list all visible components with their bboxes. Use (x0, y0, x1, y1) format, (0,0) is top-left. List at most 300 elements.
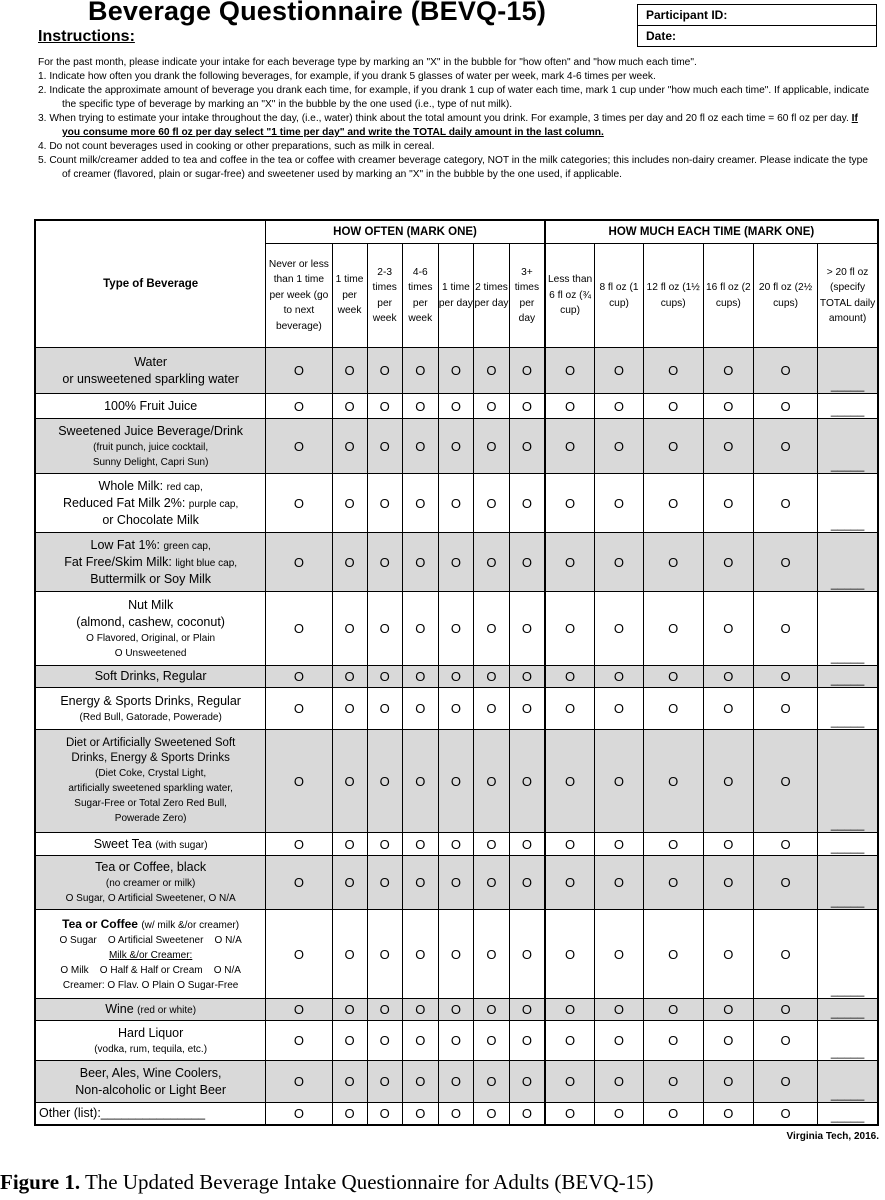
response-bubble[interactable]: O (753, 348, 817, 394)
response-bubble[interactable]: O (473, 1103, 509, 1125)
response-bubble[interactable]: O (332, 592, 367, 666)
response-bubble[interactable]: O (438, 1061, 473, 1103)
often-col-2-day: 2 times per day (473, 244, 509, 348)
response-bubble[interactable]: O (545, 999, 595, 1021)
response-bubble[interactable]: O (367, 592, 402, 666)
response-bubble[interactable]: O (510, 1103, 545, 1125)
instruction-3 (38, 112, 878, 140)
response-bubble[interactable]: O (703, 533, 753, 592)
response-bubble[interactable]: O (402, 1061, 438, 1103)
much-col-6oz: Less than 6 fl oz (¾ cup) (545, 244, 595, 348)
label-detail: purple cap, (188, 498, 239, 510)
label-main: Reduced Fat Milk 2%: (63, 495, 186, 510)
response-bubble[interactable]: O (367, 348, 402, 394)
response-bubble[interactable]: O (643, 666, 703, 688)
response-bubble[interactable]: O (438, 910, 473, 999)
response-bubble[interactable]: O (643, 910, 703, 999)
response-bubble[interactable]: O (367, 474, 402, 533)
response-bubble[interactable]: O (473, 533, 509, 592)
response-bubble[interactable]: O (753, 533, 817, 592)
response-bubble[interactable]: O (703, 592, 753, 666)
total-amount-blank[interactable]: _____ (818, 910, 878, 999)
response-bubble[interactable]: O (438, 688, 473, 730)
response-bubble[interactable]: O (703, 856, 753, 910)
page-title: Beverage Questionnaire (BEVQ-15) (88, 0, 547, 26)
response-bubble[interactable]: O (703, 394, 753, 419)
response-bubble[interactable]: O (753, 999, 817, 1021)
response-bubble[interactable]: O (402, 348, 438, 394)
response-bubble[interactable]: O (367, 1021, 402, 1061)
total-amount-blank[interactable]: _____ (818, 1021, 878, 1061)
caption-label: Figure 1. (0, 1170, 81, 1194)
response-bubble[interactable]: O (332, 533, 367, 592)
response-bubble[interactable]: O (545, 474, 595, 533)
response-bubble[interactable]: O (753, 592, 817, 666)
response-bubble[interactable]: O (703, 910, 753, 999)
response-bubble[interactable]: O (753, 730, 817, 833)
response-bubble[interactable]: O (703, 1103, 753, 1125)
label-main: or Chocolate Milk (102, 512, 199, 527)
label-sub: or unsweetened sparkling water (62, 371, 239, 386)
response-bubble[interactable]: O (595, 1103, 643, 1125)
instruction-3-text: 3. When trying to estimate your intake throughout the day, (i.e., water) think about the total amount you drink. For example, 3 times per day and 20 fl oz each time = 60 fl oz per day. (38, 113, 849, 124)
response-bubble[interactable]: O (332, 856, 367, 910)
response-bubble[interactable]: O (402, 856, 438, 910)
response-bubble[interactable]: O (753, 1061, 817, 1103)
response-bubble[interactable]: O (266, 348, 332, 394)
response-bubble[interactable]: O (438, 856, 473, 910)
response-bubble[interactable]: O (510, 910, 545, 999)
row-label (35, 419, 266, 474)
response-bubble[interactable]: O (510, 592, 545, 666)
response-bubble[interactable]: O (367, 833, 402, 856)
often-col-1-week: 1 time per week (332, 244, 367, 348)
response-bubble[interactable]: O (367, 419, 402, 474)
response-bubble[interactable]: O (643, 348, 703, 394)
row-label (35, 394, 266, 419)
response-bubble[interactable]: O (266, 666, 332, 688)
response-bubble[interactable]: O (332, 833, 367, 856)
row-label (35, 592, 266, 666)
response-bubble[interactable]: O (595, 1061, 643, 1103)
how-much-header: HOW MUCH EACH TIME (MARK ONE) (545, 220, 878, 244)
response-bubble[interactable]: O (510, 474, 545, 533)
response-bubble[interactable]: O (703, 666, 753, 688)
response-bubble[interactable]: O (367, 1103, 402, 1125)
tea-black-sweetener-options[interactable]: O Sugar, O Artificial Sweetener, O N/A (65, 893, 236, 904)
response-bubble[interactable]: O (332, 688, 367, 730)
response-bubble[interactable]: O (703, 1021, 753, 1061)
nut-milk-flavored-option[interactable]: O Flavored, Original, or Plain (86, 632, 216, 644)
total-amount-blank[interactable]: _____ (818, 688, 878, 730)
response-bubble[interactable]: O (402, 592, 438, 666)
response-bubble[interactable]: O (438, 999, 473, 1021)
total-amount-blank[interactable]: _____ (818, 1061, 878, 1103)
response-bubble[interactable]: O (266, 533, 332, 592)
label-detail: Powerade Zero) (114, 813, 187, 824)
response-bubble[interactable]: O (595, 348, 643, 394)
other-list-field[interactable] (35, 1103, 266, 1125)
response-bubble[interactable]: O (438, 833, 473, 856)
response-bubble[interactable]: O (332, 1061, 367, 1103)
total-amount-blank[interactable]: _____ (818, 419, 878, 474)
response-bubble[interactable]: O (438, 1103, 473, 1125)
response-bubble[interactable]: O (595, 856, 643, 910)
response-bubble[interactable]: O (473, 833, 509, 856)
label-detail: red cap, (166, 481, 203, 493)
response-bubble[interactable]: O (438, 1021, 473, 1061)
tea-milk-type-options[interactable]: O Milk O Half & Half or Cream O N/A (60, 964, 241, 976)
label-main: Soft Drinks, Regular (94, 669, 207, 683)
response-bubble[interactable]: O (753, 833, 817, 856)
row-nut-milk (35, 592, 878, 666)
response-bubble[interactable]: O (643, 999, 703, 1021)
row-label (35, 833, 266, 856)
response-bubble[interactable]: O (643, 1061, 703, 1103)
label-detail: Sugar-Free or Total Zero Red Bull, (74, 798, 227, 809)
response-bubble[interactable]: O (545, 394, 595, 419)
response-bubble[interactable]: O (643, 394, 703, 419)
response-bubble[interactable]: O (595, 910, 643, 999)
response-bubble[interactable]: O (402, 533, 438, 592)
response-bubble[interactable]: O (510, 833, 545, 856)
label-main: Tea or Coffee (62, 916, 138, 931)
label-main: Wine (105, 1002, 134, 1016)
response-bubble[interactable]: O (643, 1021, 703, 1061)
date-field[interactable]: Date: (638, 26, 877, 47)
response-bubble[interactable]: O (753, 394, 817, 419)
response-bubble[interactable]: O (643, 474, 703, 533)
response-bubble[interactable]: O (510, 1021, 545, 1061)
response-bubble[interactable]: O (367, 999, 402, 1021)
response-bubble[interactable]: O (643, 533, 703, 592)
row-water (35, 348, 878, 394)
often-col-never: Never or less than 1 time per week (go to next beverage) (266, 244, 332, 348)
response-bubble[interactable]: O (473, 1061, 509, 1103)
response-bubble[interactable]: O (438, 730, 473, 833)
response-bubble[interactable]: O (332, 474, 367, 533)
response-bubble[interactable]: O (703, 833, 753, 856)
response-bubble[interactable]: O (266, 999, 332, 1021)
response-bubble[interactable]: O (753, 666, 817, 688)
response-bubble[interactable]: O (545, 348, 595, 394)
response-bubble[interactable]: O (595, 688, 643, 730)
response-bubble[interactable]: O (332, 348, 367, 394)
response-bubble[interactable]: O (643, 730, 703, 833)
label-detail: light blue cap, (175, 557, 238, 569)
response-bubble[interactable]: O (703, 348, 753, 394)
response-bubble[interactable]: O (266, 730, 332, 833)
response-bubble[interactable]: O (703, 730, 753, 833)
credit: Virginia Tech, 2016. (786, 1131, 879, 1142)
response-bubble[interactable]: O (595, 833, 643, 856)
much-col-16oz: 16 fl oz (2 cups) (703, 244, 753, 348)
response-bubble[interactable]: O (595, 419, 643, 474)
much-col-20oz: 20 fl oz (2½ cups) (753, 244, 817, 348)
response-bubble[interactable]: O (473, 666, 509, 688)
label-main: Beer, Ales, Wine Coolers, (79, 1065, 222, 1080)
response-bubble[interactable]: O (473, 1021, 509, 1061)
response-bubble[interactable]: O (402, 1021, 438, 1061)
row-label (35, 474, 266, 533)
response-bubble[interactable]: O (545, 910, 595, 999)
how-often-header: HOW OFTEN (MARK ONE) (266, 220, 545, 244)
response-bubble[interactable]: O (266, 910, 332, 999)
response-bubble[interactable]: O (402, 394, 438, 419)
response-bubble[interactable]: O (402, 688, 438, 730)
label-detail: artificially sweetened sparkling water, (68, 783, 233, 794)
response-bubble[interactable]: O (753, 474, 817, 533)
response-bubble[interactable]: O (367, 910, 402, 999)
response-bubble[interactable]: O (643, 419, 703, 474)
response-bubble[interactable]: O (703, 1061, 753, 1103)
response-bubble[interactable]: O (753, 1103, 817, 1125)
response-bubble[interactable]: O (510, 730, 545, 833)
label-main: Whole Milk: (98, 478, 164, 493)
response-bubble[interactable]: O (332, 666, 367, 688)
label-main: Other (list):_______________ (39, 1105, 206, 1120)
response-bubble[interactable]: O (595, 474, 643, 533)
response-bubble[interactable]: O (595, 999, 643, 1021)
response-bubble[interactable]: O (473, 730, 509, 833)
label-detail: (Diet Coke, Crystal Light, (95, 768, 207, 779)
response-bubble[interactable]: O (703, 999, 753, 1021)
row-beer (35, 1061, 878, 1103)
response-bubble[interactable]: O (595, 592, 643, 666)
response-bubble[interactable]: O (643, 592, 703, 666)
response-bubble[interactable]: O (438, 348, 473, 394)
response-bubble[interactable]: O (595, 394, 643, 419)
response-bubble[interactable]: O (510, 666, 545, 688)
response-bubble[interactable]: O (473, 474, 509, 533)
label-detail: (with sugar) (155, 839, 208, 851)
response-bubble[interactable]: O (510, 688, 545, 730)
label-main: (almond, cashew, coconut) (76, 614, 225, 629)
response-bubble[interactable]: O (367, 856, 402, 910)
response-bubble[interactable]: O (643, 1103, 703, 1125)
total-amount-blank[interactable]: _____ (818, 856, 878, 910)
response-bubble[interactable]: O (643, 688, 703, 730)
label-main: Sweet Tea (93, 836, 152, 851)
label-main: Water (134, 354, 168, 369)
response-bubble[interactable]: O (510, 533, 545, 592)
label-main: Buttermilk or Soy Milk (90, 571, 212, 586)
label-main: Fat Free/Skim Milk: (64, 554, 172, 569)
total-amount-blank[interactable]: _____ (818, 666, 878, 688)
instruction-intro: For the past month, please indicate your intake for each beverage type by marking an "X" in the bubble for "how often" and "how much each time". (38, 57, 697, 68)
response-bubble[interactable]: O (643, 833, 703, 856)
response-bubble[interactable]: O (595, 1021, 643, 1061)
response-bubble[interactable]: O (332, 1103, 367, 1125)
response-bubble[interactable]: O (266, 592, 332, 666)
total-amount-blank[interactable]: _____ (818, 348, 878, 394)
response-bubble[interactable]: O (438, 592, 473, 666)
response-bubble[interactable]: O (402, 910, 438, 999)
response-bubble[interactable]: O (545, 1103, 595, 1125)
much-col-over-20oz: > 20 fl oz (specify TOTAL daily amount) (818, 244, 878, 348)
response-bubble[interactable]: O (545, 730, 595, 833)
response-bubble[interactable]: O (545, 419, 595, 474)
total-amount-blank[interactable]: _____ (818, 533, 878, 592)
row-label (35, 1021, 266, 1061)
response-bubble[interactable]: O (402, 1103, 438, 1125)
total-amount-blank[interactable]: _____ (818, 474, 878, 533)
instructions (38, 56, 878, 182)
response-bubble[interactable]: O (545, 666, 595, 688)
response-bubble[interactable]: O (266, 394, 332, 419)
response-bubble[interactable]: O (473, 999, 509, 1021)
instruction-5: 5. Count milk/creamer added to tea and coffee in the tea or coffee with creamer beverage category, NOT in the milk categories; this includes non-dairy creamer. Please indicate the type of creamer (flavored, plain or sugar-free) and sweetener used by marking an "X" in the bubble by the one used, if applicable. (38, 155, 868, 180)
response-bubble[interactable]: O (510, 1061, 545, 1103)
response-bubble[interactable]: O (703, 419, 753, 474)
often-col-3-day: 3+ times per day (510, 244, 545, 348)
response-bubble[interactable]: O (595, 666, 643, 688)
row-label (35, 348, 266, 394)
response-bubble[interactable]: O (473, 592, 509, 666)
response-bubble[interactable]: O (266, 856, 332, 910)
response-bubble[interactable]: O (332, 999, 367, 1021)
label-detail: (vodka, rum, tequila, etc.) (94, 1043, 208, 1055)
response-bubble[interactable]: O (753, 419, 817, 474)
response-bubble[interactable]: O (703, 688, 753, 730)
response-bubble[interactable]: O (266, 1103, 332, 1125)
label-detail: green cap, (163, 540, 211, 552)
label-detail: (no creamer or milk) (105, 878, 196, 889)
row-wine (35, 999, 878, 1021)
response-bubble[interactable]: O (332, 1021, 367, 1061)
response-bubble[interactable]: O (402, 999, 438, 1021)
row-diet-drinks (35, 730, 878, 833)
response-bubble[interactable]: O (753, 688, 817, 730)
response-bubble[interactable]: O (545, 688, 595, 730)
caption-text: The Updated Beverage Intake Questionnaire for Adults (BEVQ-15) (80, 1170, 654, 1194)
instruction-2: 2. Indicate the approximate amount of beverage you drank each time, for example, if you drank 1 cup of water each time, mark 1 cup under "how much each time". If applicable, indicate the specific type of beverage by marking an "X" in the bubble by the one used (i.e., type of nut milk). (38, 85, 870, 110)
total-amount-blank[interactable]: _____ (818, 1103, 878, 1125)
row-label (35, 910, 266, 999)
response-bubble[interactable]: O (473, 419, 509, 474)
response-bubble[interactable]: O (510, 999, 545, 1021)
response-bubble[interactable]: O (367, 394, 402, 419)
response-bubble[interactable]: O (595, 730, 643, 833)
response-bubble[interactable]: O (438, 394, 473, 419)
response-bubble[interactable]: O (332, 730, 367, 833)
total-amount-blank[interactable]: _____ (818, 394, 878, 419)
response-bubble[interactable]: O (473, 394, 509, 419)
total-amount-blank[interactable]: _____ (818, 833, 878, 856)
response-bubble[interactable]: O (545, 856, 595, 910)
label-main: 100% Fruit Juice (104, 398, 198, 413)
response-bubble[interactable]: O (367, 730, 402, 833)
response-bubble[interactable]: O (510, 348, 545, 394)
row-label (35, 666, 266, 688)
row-sweetened-juice (35, 419, 878, 474)
response-bubble[interactable]: O (473, 688, 509, 730)
instruction-4: 4. Do not count beverages used in cooking or other preparations, such as milk in cereal. (38, 141, 435, 152)
often-col-1-day: 1 time per day (438, 244, 473, 348)
response-bubble[interactable]: O (402, 419, 438, 474)
response-bubble[interactable]: O (402, 666, 438, 688)
response-bubble[interactable]: O (545, 1021, 595, 1061)
label-detail: Milk &/or Creamer: (108, 949, 193, 961)
response-bubble[interactable]: O (266, 1021, 332, 1061)
response-bubble[interactable]: O (753, 856, 817, 910)
total-amount-blank[interactable]: _____ (818, 592, 878, 666)
response-bubble[interactable]: O (332, 910, 367, 999)
response-bubble[interactable]: O (545, 833, 595, 856)
participant-id-field[interactable]: Participant ID: (638, 5, 877, 26)
total-amount-blank[interactable]: _____ (818, 730, 878, 833)
response-bubble[interactable]: O (402, 730, 438, 833)
response-bubble[interactable]: O (367, 688, 402, 730)
response-bubble[interactable]: O (545, 533, 595, 592)
response-bubble[interactable]: O (438, 666, 473, 688)
response-bubble[interactable]: O (367, 533, 402, 592)
label-main: Energy & Sports Drinks, Regular (60, 693, 241, 708)
response-bubble[interactable]: O (438, 419, 473, 474)
label-main: Tea or Coffee, black (95, 860, 207, 874)
response-bubble[interactable]: O (266, 474, 332, 533)
id-box (637, 4, 877, 47)
response-bubble[interactable]: O (595, 533, 643, 592)
response-bubble[interactable]: O (266, 1061, 332, 1103)
row-other (35, 1103, 878, 1125)
label-detail: (w/ milk &/or creamer) (141, 919, 240, 931)
figure-caption (0, 1170, 654, 1195)
tea-creamer-type-options[interactable]: Creamer: O Flav. O Plain O Sugar-Free (62, 979, 239, 991)
response-bubble[interactable]: O (473, 910, 509, 999)
response-bubble[interactable]: O (473, 856, 509, 910)
response-bubble[interactable]: O (510, 419, 545, 474)
row-sweet-tea (35, 833, 878, 856)
response-bubble[interactable]: O (703, 474, 753, 533)
row-whole-milk (35, 474, 878, 533)
response-bubble[interactable]: O (367, 1061, 402, 1103)
response-bubble[interactable]: O (545, 1061, 595, 1103)
response-bubble[interactable]: O (438, 533, 473, 592)
response-bubble[interactable]: O (266, 688, 332, 730)
tea-milk-sweetener-options[interactable]: O Sugar O Artificial Sweetener O N/A (59, 934, 242, 946)
response-bubble[interactable]: O (473, 348, 509, 394)
row-label (35, 688, 266, 730)
label-detail: (Red Bull, Gatorade, Powerade) (79, 711, 222, 723)
total-amount-blank[interactable]: _____ (818, 999, 878, 1021)
row-tea-coffee-black (35, 856, 878, 910)
response-bubble[interactable]: O (545, 592, 595, 666)
instruction-1: 1. Indicate how often you drank the following beverages, for example, if you drank 5 glasses of water per week, mark 4-6 times per week. (38, 71, 656, 82)
label-detail: (red or white) (137, 1005, 197, 1016)
row-tea-coffee-creamer (35, 910, 878, 999)
response-bubble[interactable]: O (266, 419, 332, 474)
response-bubble[interactable]: O (510, 394, 545, 419)
response-bubble[interactable]: O (510, 856, 545, 910)
label-detail: Sunny Delight, Capri Sun) (92, 456, 209, 468)
response-bubble[interactable]: O (643, 856, 703, 910)
beverage-table (34, 219, 879, 1126)
response-bubble[interactable]: O (332, 394, 367, 419)
row-label (35, 533, 266, 592)
response-bubble[interactable]: O (266, 833, 332, 856)
response-bubble[interactable]: O (438, 474, 473, 533)
response-bubble[interactable]: O (753, 910, 817, 999)
response-bubble[interactable]: O (332, 419, 367, 474)
response-bubble[interactable]: O (402, 833, 438, 856)
response-bubble[interactable]: O (402, 474, 438, 533)
response-bubble[interactable]: O (753, 1021, 817, 1061)
label-main: Diet or Artificially Sweetened Soft (65, 737, 236, 749)
response-bubble[interactable]: O (367, 666, 402, 688)
nut-milk-unsweetened-option[interactable]: O Unsweetened (114, 647, 187, 659)
often-col-2-3-week: 2-3 times per week (367, 244, 402, 348)
